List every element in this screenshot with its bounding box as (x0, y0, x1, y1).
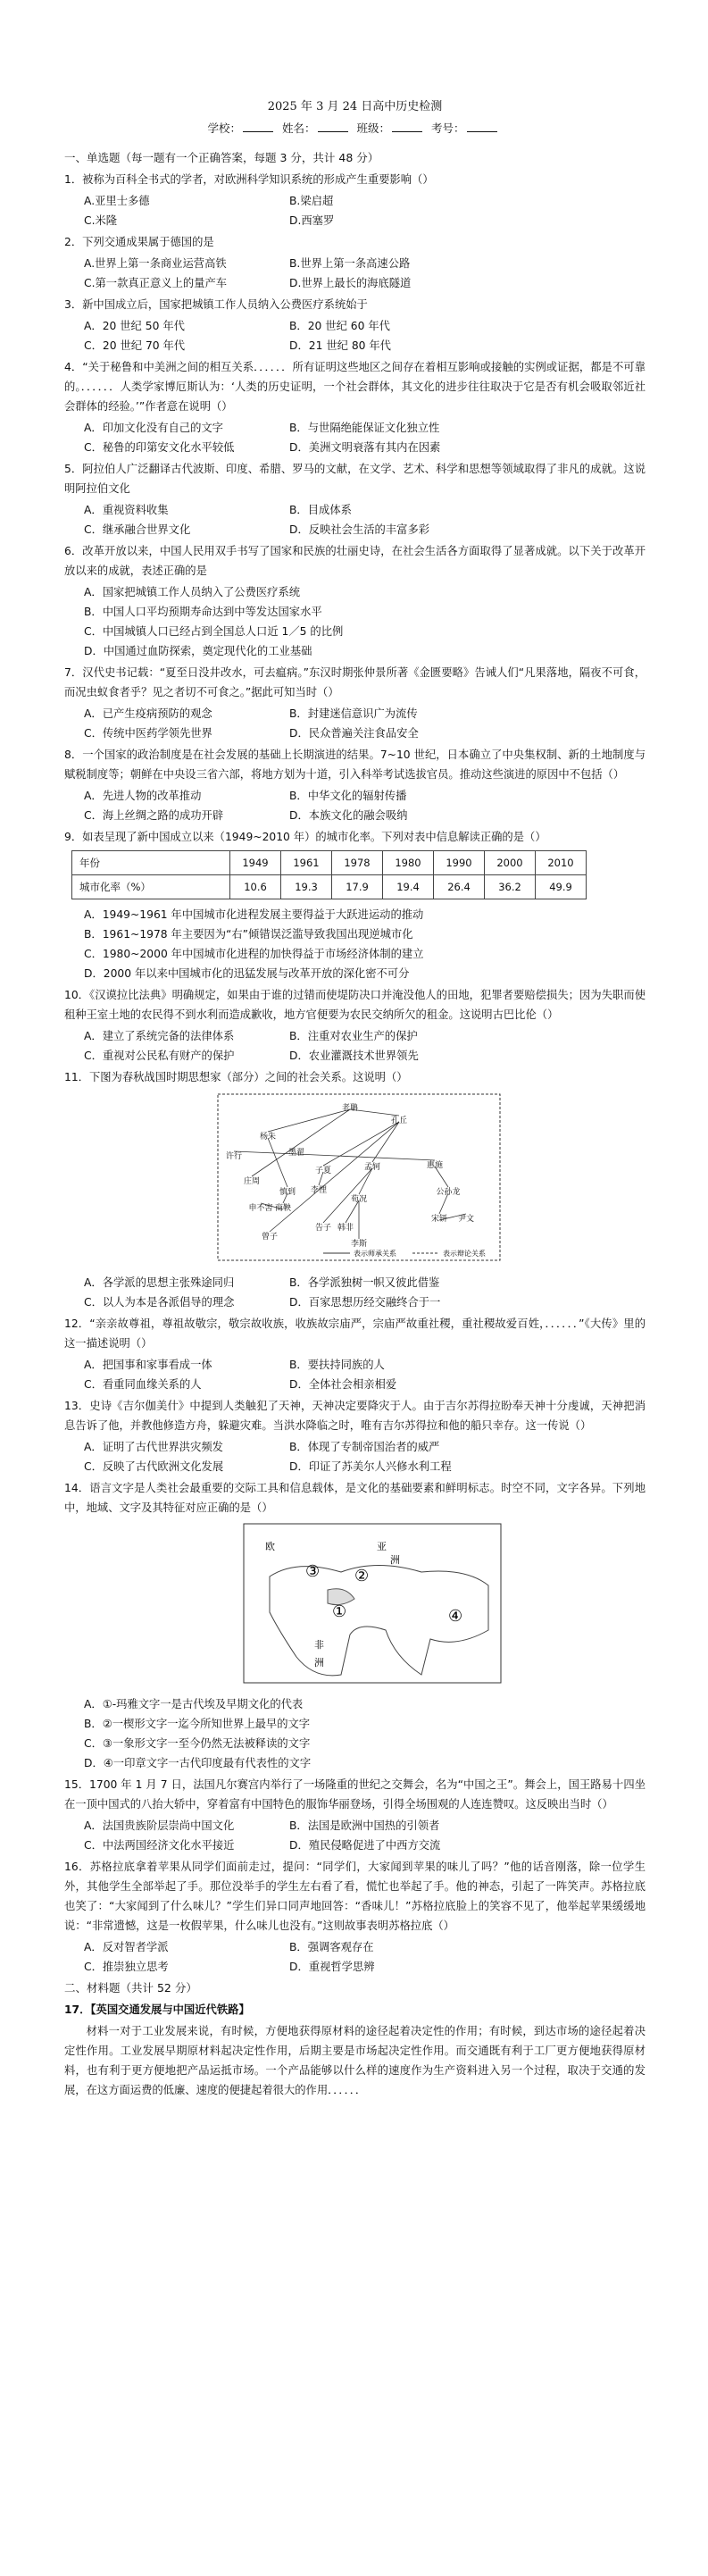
relationship-line (252, 1109, 350, 1176)
thinker-name: 告子 (314, 1224, 332, 1233)
thinker-name: 公孙龙 (436, 1188, 461, 1197)
option-B[interactable]: B．体现了专制帝国治者的威严 (289, 1441, 440, 1453)
option-row (84, 336, 646, 355)
option-C[interactable]: C．以人为本是各派倡导的理念 (84, 1296, 235, 1309)
table-row (72, 851, 587, 875)
option-row (84, 1816, 646, 1836)
thinker-relationship-figure (216, 1092, 502, 1266)
question-stem-8: 8．一个国家的政治制度是在社会发展的基础上长期演进的结果。7~10 世纪，日本确立了中央集权制、新的土地制度与赋税制度等；朝鲜在中央设三省六部，将地方划为十道，引入科举考试选拔官员。推动这些演进的原因中不包括（） (64, 749, 646, 781)
option-B[interactable]: B．强调客观存在 (289, 1941, 374, 1953)
option-D[interactable]: D．重视哲学思辨 (289, 1961, 375, 1973)
option-B[interactable]: B．注重对农业生产的保护 (289, 1030, 418, 1042)
options-12 (64, 1355, 646, 1394)
option-row (84, 1292, 646, 1312)
map-region-label: 亚 (377, 1541, 387, 1552)
thinker-name: 慎到 (279, 1188, 296, 1197)
name-field[interactable] (318, 131, 348, 132)
option-B[interactable]: B．法国是欧洲中国热的引领者 (289, 1819, 440, 1832)
option-C[interactable]: C.米隆 (84, 214, 118, 227)
map-marker: ① (332, 1602, 347, 1621)
table-cell: 1949 (230, 851, 281, 875)
question-stem-6: 6．改革开放以来，中国人民用双手书写了国家和民族的壮丽史诗，在社会生活各方面取得了显著成就。以下关于改革开放以来的成就，表述正确的是 (64, 545, 646, 577)
thinker-name: 韩非 (337, 1224, 354, 1233)
table-cell: 19.4 (383, 875, 434, 899)
option-D[interactable]: D．2000 年以来中国城市化的迅猛发展与改革开放的深化密不可分 (84, 967, 410, 980)
thinker-name: 宋钘 (430, 1215, 448, 1224)
thinker-name: 许行 (225, 1152, 243, 1161)
options-3 (64, 316, 646, 355)
option-B[interactable]: B．目成体系 (289, 504, 352, 516)
relationship-line (296, 1154, 435, 1160)
option-row (84, 273, 646, 293)
table-cell: 36.2 (485, 875, 536, 899)
thinker-name: 墨翟 (287, 1149, 305, 1158)
thinker-name: 曾子 (261, 1233, 279, 1242)
option-B[interactable]: B．要扶持同族的人 (289, 1359, 385, 1371)
option-A[interactable]: A．重视资料收集 (84, 504, 169, 516)
class-field[interactable] (392, 131, 422, 132)
option-C[interactable]: C．1980~2000 年中国城市化进程的加快得益于市场经济体制的建立 (84, 948, 424, 960)
option-D[interactable]: D．④一印章文字一古代印度最有代表性的文字 (84, 1757, 312, 1769)
options-11 (64, 1273, 646, 1312)
thinker-name: 尹文 (457, 1215, 475, 1224)
ancient-scripts-map-svg (243, 1523, 502, 1684)
options-6 (64, 582, 646, 661)
option-D[interactable]: D．中国通过血防探索，奠定现代化的工业基础 (84, 645, 312, 657)
question-stem-1: 1．被称为百科全书式的学者，对欧洲科学知识系统的形成产生重要影响（） (64, 173, 434, 186)
map-region-label: 欧 (265, 1541, 275, 1552)
thinker-name: 商鞅 (274, 1204, 292, 1213)
table-cell: 19.3 (281, 875, 332, 899)
option-D[interactable]: D．全体社会相亲相爱 (289, 1378, 397, 1391)
school-field[interactable] (243, 131, 273, 132)
option-C[interactable]: C．推崇独立思考 (84, 1961, 169, 1973)
option-A[interactable]: A．证明了古代世界洪灾频发 (84, 1441, 223, 1453)
option-A[interactable]: A．国家把城镇工作人员纳入了公费医疗系统 (84, 586, 301, 598)
options-10 (64, 1026, 646, 1066)
table-cell: 1990 (434, 851, 485, 875)
options-9 (64, 905, 646, 983)
option-D[interactable]: D．农业灌溉技术世界领先 (289, 1050, 419, 1062)
option-row (84, 786, 646, 806)
option-C[interactable]: C．反映了古代欧洲文化发展 (84, 1460, 224, 1473)
question-stem-16: 16．苏格拉底拿着苹果从同学们面前走过，提问：“同学们，大家闻到苹果的味儿了吗？”他的话音刚落，除一位学生外，其他学生全部举起了手。那位没举手的学生左右看了看，慌忙也举起了手。他的神态，引起了一阵笑声。苏格拉底也笑了：“大家闻到了什么味儿？”学生们异口同声地回答：“香味儿！”苏格拉底脸上的笑容不见了，他举起苹果缓缓地说：“非常遗憾，这是一枚假苹果，什么味儿也没有。”这则故事表明苏格拉底（） (64, 1861, 646, 1932)
option-row (84, 1437, 646, 1457)
table-cell: 10.6 (230, 875, 281, 899)
ancient-scripts-map (243, 1523, 502, 1687)
table-cell: 1961 (281, 851, 332, 875)
table-cell: 1978 (332, 851, 383, 875)
options-2 (64, 254, 646, 293)
option-C[interactable]: C．秘鲁的印第安文化水平较低 (84, 441, 235, 454)
question-stem-12: 12．“亲亲故尊祖，尊祖故敬宗，敬宗故收族，收族故宗庙严，宗庙严故重社稷，重社稷故爱百姓，．．．．．．”《大传》里的这一描述说明（） (64, 1317, 646, 1350)
options-15 (64, 1816, 646, 1855)
school-label: 学校： (207, 121, 241, 135)
option-B[interactable]: B.梁启超 (289, 195, 334, 207)
thinker-name: 老聃 (341, 1104, 359, 1113)
table-cell: 17.9 (332, 875, 383, 899)
option-row (84, 418, 646, 438)
thinker-name: 孔丘 (390, 1117, 408, 1125)
table-row (72, 875, 587, 899)
map-marker: ③ (305, 1562, 321, 1581)
option-D[interactable]: D．印证了苏美尔人兴修水利工程 (289, 1460, 452, 1473)
option-A[interactable]: A．印加文化没有自己的文字 (84, 422, 223, 434)
exam-no-field[interactable] (467, 131, 497, 132)
option-C[interactable]: C．继承融合世界文化 (84, 523, 191, 536)
option-A[interactable]: A.亚里士多德 (84, 195, 150, 207)
question-stem-10: 10．《汉谟拉比法典》明确规定，如果由于谁的过错而使堤防决口并淹没他人的田地，犯罪者要赔偿损失；因为失职而使租种王室土地的农民得不到水利而造成歉收，地方官便要为农民交纳所欠的租金。这说明古巴比伦（） (64, 989, 646, 1021)
class-label: 班级： (356, 121, 390, 135)
option-row (84, 1836, 646, 1855)
option-row (84, 704, 646, 723)
question-stem-7: 7．汉代史书记载：“夏至日没井改水，可去瘟病。”东汉时期张仲景所著《金匮要略》告诫人们“凡果落地，隔夜不可食，而况虫蚁食者乎？见之者切不可食之。”据此可知当时（） (64, 666, 646, 698)
table-cell: 2010 (536, 851, 587, 875)
option-C[interactable]: C．中国城镇人口已经占到全国总人口近 1／5 的比例 (84, 625, 344, 638)
relationship-line (268, 1138, 287, 1187)
question-stem-5: 5．阿拉伯人广泛翻译古代波斯、印度、希腊、罗马的文献，在文学、艺术、科学和思想等领域取得了非凡的成就。这说明阿拉伯文化 (64, 463, 646, 495)
option-B[interactable]: B．中华文化的辐射传播 (289, 790, 407, 802)
option-C[interactable]: C．传统中医药学领先世界 (84, 727, 212, 740)
option-C[interactable]: C．看重同血缘关系的人 (84, 1378, 202, 1391)
option-D[interactable]: D．民众普遍关注食品安全 (289, 727, 419, 740)
option-A[interactable]: A．法国贵族阶层崇尚中国文化 (84, 1819, 235, 1832)
option-row (84, 723, 646, 743)
relationship-line (372, 1122, 399, 1162)
option-D[interactable]: D．21 世纪 80 年代 (289, 339, 391, 352)
question-stem-13: 13．史诗《吉尔伽美什》中提到人类触犯了天神，天神决定要降灾于人。由于吉尔苏得拉盼奉天神十分虔诚，天神把消息告诉了他，并教他修造方舟，躲避灾难。当洪水降临之时，唯有吉尔苏得拉和他的船只幸存。这一传说（） (64, 1400, 646, 1432)
thinker-relationship-svg (216, 1092, 502, 1262)
table-cell: 年份 (72, 851, 230, 875)
option-B[interactable]: B.世界上第一条高速公路 (289, 257, 411, 270)
option-row (84, 191, 646, 211)
map-region-label: 洲 (390, 1554, 400, 1566)
option-C[interactable]: C．中法两国经济文化水平接近 (84, 1839, 235, 1852)
map-marker: ④ (448, 1607, 463, 1626)
option-D[interactable]: D．百家思想历经交融终合于一 (289, 1296, 441, 1309)
option-D[interactable]: D.世界上最长的海底隧道 (289, 277, 412, 289)
options-7 (64, 704, 646, 743)
options-8 (64, 786, 646, 825)
thinker-name: 李悝 (310, 1186, 328, 1195)
table-cell: 2000 (485, 851, 536, 875)
map-region-label: 洲 (314, 1657, 324, 1669)
options-1 (64, 191, 646, 230)
option-D[interactable]: D．殖民侵略促进了中西方交流 (289, 1839, 441, 1852)
question-stem-11: 11．下图为春秋战国时期思想家（部分）之间的社会关系。这说明（） (64, 1071, 408, 1083)
legend-teacher-text: 表示师承关系 (354, 1250, 396, 1258)
thinker-name: 庄周 (243, 1177, 261, 1186)
option-row (84, 1457, 646, 1476)
question-17-title: 17．【英国交通发展与中国近代铁路】 (64, 2003, 250, 2016)
option-D[interactable]: D．本族文化的融会吸纳 (289, 809, 408, 822)
option-A[interactable]: A．①-玛雅文字一是古代埃及早期文化的代表 (84, 1698, 304, 1710)
option-A[interactable]: A．先进人物的改革推动 (84, 790, 202, 802)
thinker-name: 子夏 (314, 1167, 332, 1175)
question-stem-3: 3．新中国成立后，国家把城镇工作人员纳入公费医疗系统始于 (64, 298, 368, 311)
table-cell: 26.4 (434, 875, 485, 899)
question-stem-9: 9．如表呈现了新中国成立以来（1949~2010 年）的城市化率。下列对表中信息解读正确的是（） (64, 831, 546, 843)
question-list (64, 170, 646, 1977)
option-C[interactable]: C．海上丝绸之路的成功开辟 (84, 809, 224, 822)
option-row (84, 500, 646, 520)
page-title: 2025 年 3 月 24 日高中历史检测 (267, 100, 443, 113)
urbanization-table (71, 850, 587, 899)
option-B[interactable]: B．中国人口平均预期寿命达到中等发达国家水平 (84, 606, 322, 618)
question-stem-4: 4．“关于秘鲁和中美洲之间的相互关系．．．．．．所有证明这些地区之间存在着相互影响或接触的实例或证据，都是不可靠的。．．．．．．人类学家博厄斯认为：‘人类的历史证明，一个社会群体，其文化的进步往往取决于它是否有机会吸取邻近社会群体的经验。’”作者意在说明（） (64, 361, 646, 413)
option-row (84, 1026, 646, 1046)
option-B[interactable]: B．封建迷信意识广为流传 (289, 707, 418, 720)
option-row (84, 438, 646, 457)
section-heading-material: 二、材料题（共计 52 分） (64, 1981, 197, 1995)
name-label: 姓名： (281, 121, 316, 135)
options-14 (64, 1694, 646, 1773)
option-A[interactable]: A．建立了系统完备的法律体系 (84, 1030, 235, 1042)
option-row (84, 1273, 646, 1292)
option-A[interactable]: A．1949~1961 年中国城市化进程发展主要得益于大跃进运动的推动 (84, 908, 424, 921)
option-row (84, 254, 646, 273)
section-heading-single-choice: 一、单选题（每一题有一个正确答案，每题 3 分，共计 48 分） (64, 151, 379, 164)
option-row (84, 1957, 646, 1977)
option-B[interactable]: B．各学派独树一帜又彼此借鉴 (289, 1276, 440, 1289)
option-D[interactable]: D．反映社会生活的丰富多彩 (289, 523, 430, 536)
option-B[interactable]: B．②一楔形文字一迄今所知世界上最早的文字 (84, 1718, 311, 1730)
question-stem-2: 2．下列交通成果属于德国的是 (64, 236, 214, 248)
option-A[interactable]: A．各学派的思想主张殊途同归 (84, 1276, 235, 1289)
option-A[interactable]: A．已产生疫病预防的观念 (84, 707, 212, 720)
option-A[interactable]: A．20 世纪 50 年代 (84, 320, 185, 332)
option-D[interactable]: D.西塞罗 (289, 214, 335, 227)
option-C[interactable]: C．重视对公民私有财产的保护 (84, 1050, 235, 1062)
option-row (84, 520, 646, 539)
option-B[interactable]: B．20 世纪 60 年代 (289, 320, 390, 332)
option-B[interactable]: B．与世隔绝能保证文化独立性 (289, 422, 440, 434)
option-A[interactable]: A．反对智者学派 (84, 1941, 169, 1953)
option-row (84, 1046, 646, 1066)
question-stem-15: 15．1700 年 1 月 7 日，法国凡尔赛宫内举行了一场隆重的世纪之交舞会，名为“中国之王”。舞会上，国王路易十四坐在一顶中国式的八抬大轿中，穿着富有中国特色的服饰华丽登场，引得全场围观的人连连赞叹。这反映出当时（） (64, 1778, 646, 1811)
option-row (84, 1375, 646, 1394)
student-info-line (64, 120, 646, 136)
option-C[interactable]: C.第一款真正意义上的量产车 (84, 277, 228, 289)
legend-debate-text: 表示辩论关系 (443, 1250, 486, 1258)
options-5 (64, 500, 646, 539)
thinker-name: 申不害 (248, 1204, 273, 1213)
option-C[interactable]: C．20 世纪 70 年代 (84, 339, 186, 352)
option-row (84, 806, 646, 825)
table-cell: 1980 (383, 851, 434, 875)
options-4 (64, 418, 646, 457)
table-cell: 49.9 (536, 875, 587, 899)
option-A[interactable]: A．把国事和家事看成一体 (84, 1359, 212, 1371)
option-A[interactable]: A.世界上第一条商业运营高铁 (84, 257, 227, 270)
thinker-name: 李斯 (350, 1240, 368, 1249)
option-D[interactable]: D．美洲文明衰落有其内在因素 (289, 441, 441, 454)
option-row (84, 1355, 646, 1375)
thinker-name: 孟轲 (363, 1163, 381, 1172)
option-B[interactable]: B．1961~1978 年主要因为“右”倾错误泛滥导致我国出现逆城市化 (84, 928, 413, 941)
relationship-line (268, 1109, 350, 1132)
map-marker: ② (354, 1567, 370, 1585)
question-stem-14: 14．语言文字是人类社会最重要的交际工具和信息载体，是文化的基础要素和鲜明标志。时空不同，文字各异。下列地中，地域、文字及其特征对应正确的是（） (64, 1482, 646, 1514)
map-region-label: 非 (314, 1639, 324, 1651)
option-row (84, 316, 646, 336)
map-frame (244, 1524, 501, 1683)
options-13 (64, 1437, 646, 1476)
option-C[interactable]: C．③一象形文字一至今仍然无法被释读的文字 (84, 1737, 311, 1750)
table-cell: 城市化率（%） (72, 875, 230, 899)
thinker-name: 杨朱 (259, 1133, 277, 1142)
relationship-line (270, 1122, 399, 1232)
question-17-material: 材料一对于工业发展来说，有时候，方便地获得原材料的途径起着决定性的作用；有时候，到达市场的途径起着决定性作用。工业发展早期原材料起决定性作用，后期主要是市场起决定性作用。而交通既有利于工厂更方便地获得原材料，也有利于更方便地把产品运抵市场。一个产品能够以什么样的速度作为生产资料进入另一个过程，取决于交通的发展，在这方面运费的低廉、速度的便捷起着很大的作用．．．．．． (64, 2025, 646, 2096)
exam-no-label: 考号： (430, 121, 465, 135)
options-16 (64, 1937, 646, 1977)
option-row (84, 211, 646, 230)
thinker-name: 惠施 (426, 1161, 444, 1170)
relationship-line (323, 1122, 399, 1166)
option-row (84, 1937, 646, 1957)
thinker-name: 荀况 (350, 1195, 368, 1204)
